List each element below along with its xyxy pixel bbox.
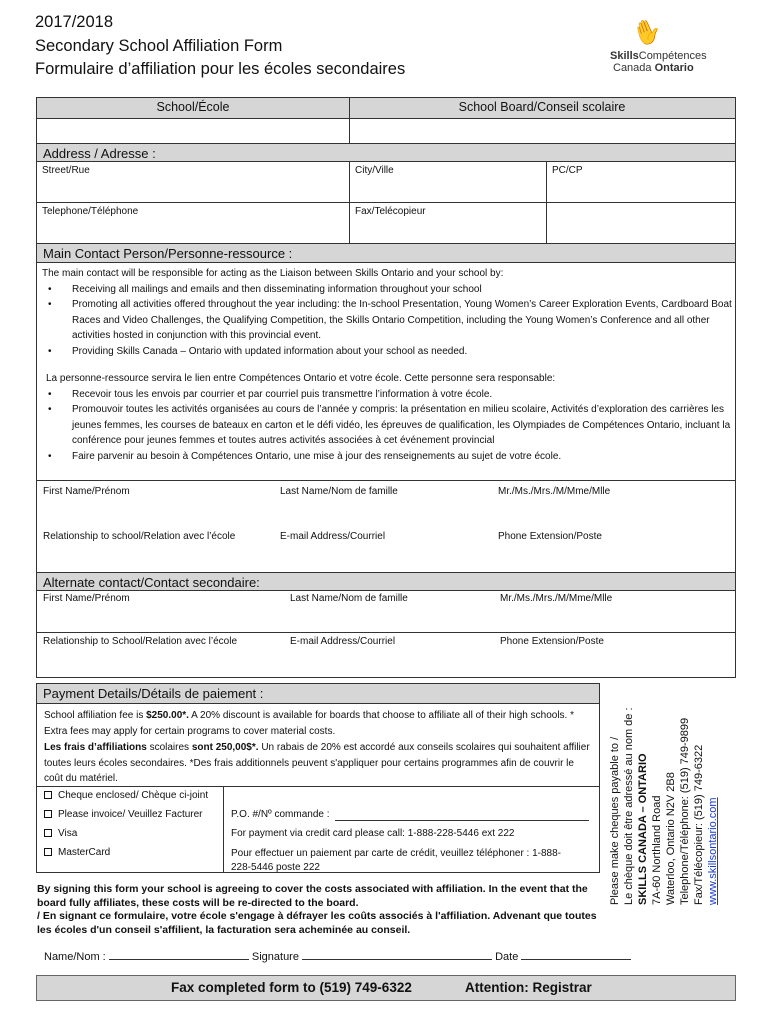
website-link[interactable]: www.skillsontario.com bbox=[707, 797, 719, 905]
info-line: SKILLS CANADA – ONTARIO bbox=[637, 753, 649, 905]
city-field[interactable]: City/Ville bbox=[350, 162, 547, 203]
alt-last-name-field[interactable]: Last Name/Nom de famille bbox=[290, 593, 408, 604]
postal-code-field[interactable]: PC/CP bbox=[547, 162, 735, 203]
school-label: School/École bbox=[156, 100, 230, 114]
fax-banner bbox=[36, 975, 736, 1001]
alt-title-field[interactable]: Mr./Ms./Mrs./M/Mme/Mlle bbox=[500, 593, 613, 604]
skills-ontario-logo bbox=[610, 14, 707, 78]
alt-email-field[interactable]: E-mail Address/Courriel bbox=[290, 636, 396, 647]
main-phone-ext-field[interactable]: Phone Extension/Poste bbox=[498, 531, 602, 542]
checkbox-label: MasterCard bbox=[58, 847, 111, 858]
cheque-checkbox[interactable] bbox=[44, 790, 208, 801]
alt-relationship-field[interactable]: Relationship to School/Relation avec l’école bbox=[43, 636, 238, 647]
checkbox-label: Visa bbox=[58, 828, 78, 839]
info-line: Telephone/Téléphone: (519) 749-9899 bbox=[679, 717, 691, 905]
main-contact-description bbox=[42, 266, 732, 464]
alt-first-name-field[interactable]: First Name/Prénom bbox=[43, 593, 130, 604]
empty-cell bbox=[547, 203, 735, 244]
telephone-field[interactable]: Telephone/Téléphone bbox=[37, 203, 350, 244]
hand-logo-icon: ✋ bbox=[628, 14, 666, 51]
signature-input[interactable] bbox=[302, 959, 492, 960]
mastercard-checkbox[interactable] bbox=[44, 847, 110, 858]
credit-card-fr: Pour effectuer un paiement par carte de crédit, veuillez téléphoner : 1-888-228-5446 poste 222 bbox=[231, 848, 562, 873]
logo-text: Skills bbox=[610, 50, 639, 62]
main-last-name-field[interactable]: Last Name/Nom de famille bbox=[280, 486, 398, 497]
intro-en: The main contact will be responsible for acting as the Liaison between Skills Ontario and your school by: bbox=[42, 268, 504, 279]
bullet-item: • Faire parvenir au besoin à Compétences Ontario, une mise à jour des renseignements au sujet de votre école. bbox=[42, 449, 732, 465]
fax-instruction: Fax completed form to (519) 749-6322 bbox=[171, 980, 412, 995]
bullet-item: • Recevoir tous les envois par courrier et par courriel puis transmettre l’information à votre école. bbox=[42, 387, 732, 403]
checkbox-label: Please invoice/ Veuillez Facturer bbox=[58, 809, 203, 820]
date-label: Date bbox=[495, 951, 519, 963]
fee-amount: $250.00*. bbox=[146, 710, 189, 721]
street-field[interactable]: Street/Rue bbox=[37, 162, 350, 203]
name-label: Name/Nom : bbox=[44, 951, 106, 963]
info-line: 7A-60 Northland Road bbox=[651, 795, 663, 905]
fee-amount: sont 250,00$*. bbox=[191, 742, 259, 753]
agreement-fr: / En signant ce formulaire, votre école s'engage à défrayer les coûts associés à l'affiliation. Advenant que toutes les écoles d'un conseil s'affilient, la facturation sera acheminée au conseil. bbox=[37, 910, 597, 936]
fee-text-fr bbox=[44, 740, 594, 787]
fax-field[interactable]: Fax/Telécopieur bbox=[350, 203, 547, 244]
bullet-item: • Promouvoir toutes les activités organisées au cours de l’année y compris: la présentation en milieu scolaire, Activités d’exploration des carrières les jeunes femmes, les courses de bateaux en carton et le défi vidéo, les épreuves de qualification, les Olympiades de Compétences Ontario, incluant la conférence pour jeunes femmes et toutes autres activités associées à cet événement provincial bbox=[42, 402, 732, 449]
signature-label: Signature bbox=[251, 951, 299, 963]
name-input[interactable] bbox=[109, 959, 249, 960]
alt-phone-ext-field[interactable]: Phone Extension/Poste bbox=[500, 636, 604, 647]
po-label: P.O. #/Nº commande : bbox=[231, 809, 330, 820]
checkbox-label: Cheque enclosed/ Chèque ci-joint bbox=[58, 790, 209, 801]
logo-text: Canada bbox=[613, 62, 655, 74]
bullet-item: • Promoting all activities offered throughout the year including: the In-school Presentation, Young Women’s Career Exploration Events, Cardboard Boat Races and Video Challenges, the Qualifying Competition, the Skills Ontario Competition, including the Young Women’s Conference and all other activities hosted in conjunction with this provincial event. bbox=[42, 297, 732, 344]
text: A 20% discount is available for boards that choose to affiliate all of their high schools. * Extra fees may apply for certain programs to cover material costs. bbox=[44, 710, 574, 737]
main-relationship-field[interactable]: Relationship to school/Relation avec l’école bbox=[43, 531, 236, 542]
intro-fr: La personne-ressource servira le lien entre Compétences Ontario et votre école. Cette personne sera responsable: bbox=[46, 373, 556, 384]
main-contact-header: Main Contact Person/Personne-ressource : bbox=[37, 244, 735, 263]
info-line: Waterloo, Ontario N2V 2B8 bbox=[665, 772, 677, 905]
cheque-payable-info bbox=[608, 685, 720, 905]
logo-text: Compétences bbox=[638, 50, 707, 62]
bullet-item: • Receiving all mailings and emails and then disseminating information throughout your school bbox=[42, 282, 732, 298]
school-input[interactable] bbox=[37, 119, 349, 143]
po-number-input[interactable] bbox=[335, 820, 589, 821]
form-title-en: Secondary School Affiliation Form bbox=[35, 37, 283, 55]
text: scolaires bbox=[146, 742, 192, 753]
main-first-name-field[interactable]: First Name/Prénom bbox=[43, 486, 130, 497]
payment-header: Payment Details/Détails de paiement : bbox=[37, 684, 599, 704]
info-line: Please make cheques payable to / bbox=[609, 736, 621, 905]
school-board-input[interactable] bbox=[350, 119, 735, 143]
address-header: Address / Adresse : bbox=[37, 143, 735, 162]
alternate-contact-header: Alternate contact/Contact secondaire: bbox=[37, 572, 735, 591]
bullet-item: • Providing Skills Canada – Ontario with updated information about your school as needed. bbox=[42, 344, 732, 360]
attention: Attention: Registrar bbox=[465, 980, 592, 995]
date-input[interactable] bbox=[521, 959, 631, 960]
credit-card-en: For payment via credit card please call: 1-888-228-5446 ext 222 bbox=[231, 828, 515, 839]
agreement-en: By signing this form your school is agreeing to cover the costs associated with affiliation. In the event that the board fully affiliates, these costs will be re-directed to the board. bbox=[37, 883, 588, 909]
text: Les frais d’affiliations bbox=[44, 742, 147, 753]
signature-line bbox=[44, 951, 631, 963]
info-line: Le chèque doit être adressé au nom de : bbox=[623, 707, 635, 905]
text: School affiliation fee is bbox=[44, 710, 147, 721]
year: 2017/2018 bbox=[35, 13, 113, 31]
logo-text: Ontario bbox=[654, 62, 694, 74]
text: Un rabais de 20% est accordé aux conseils scolaires qui souhaitent affilier toutes leurs écoles secondaires. *Des frais additionnels peuvent s'appliquer pour certains programmes afin de couvrir le coût du matériel. bbox=[44, 742, 590, 784]
fee-text-en bbox=[44, 708, 594, 739]
invoice-checkbox[interactable] bbox=[44, 809, 203, 820]
school-board-label: School Board/Conseil scolaire bbox=[458, 100, 626, 114]
main-title-field[interactable]: Mr./Ms./Mrs./M/Mme/Mlle bbox=[498, 486, 611, 497]
main-email-field[interactable]: E-mail Address/Courriel bbox=[280, 531, 386, 542]
info-line: Fax/Télécopieur: (519) 749-6322 bbox=[693, 744, 705, 905]
form-title-fr: Formulaire d’affiliation pour les écoles secondaires bbox=[35, 60, 406, 78]
visa-checkbox[interactable] bbox=[44, 828, 77, 839]
